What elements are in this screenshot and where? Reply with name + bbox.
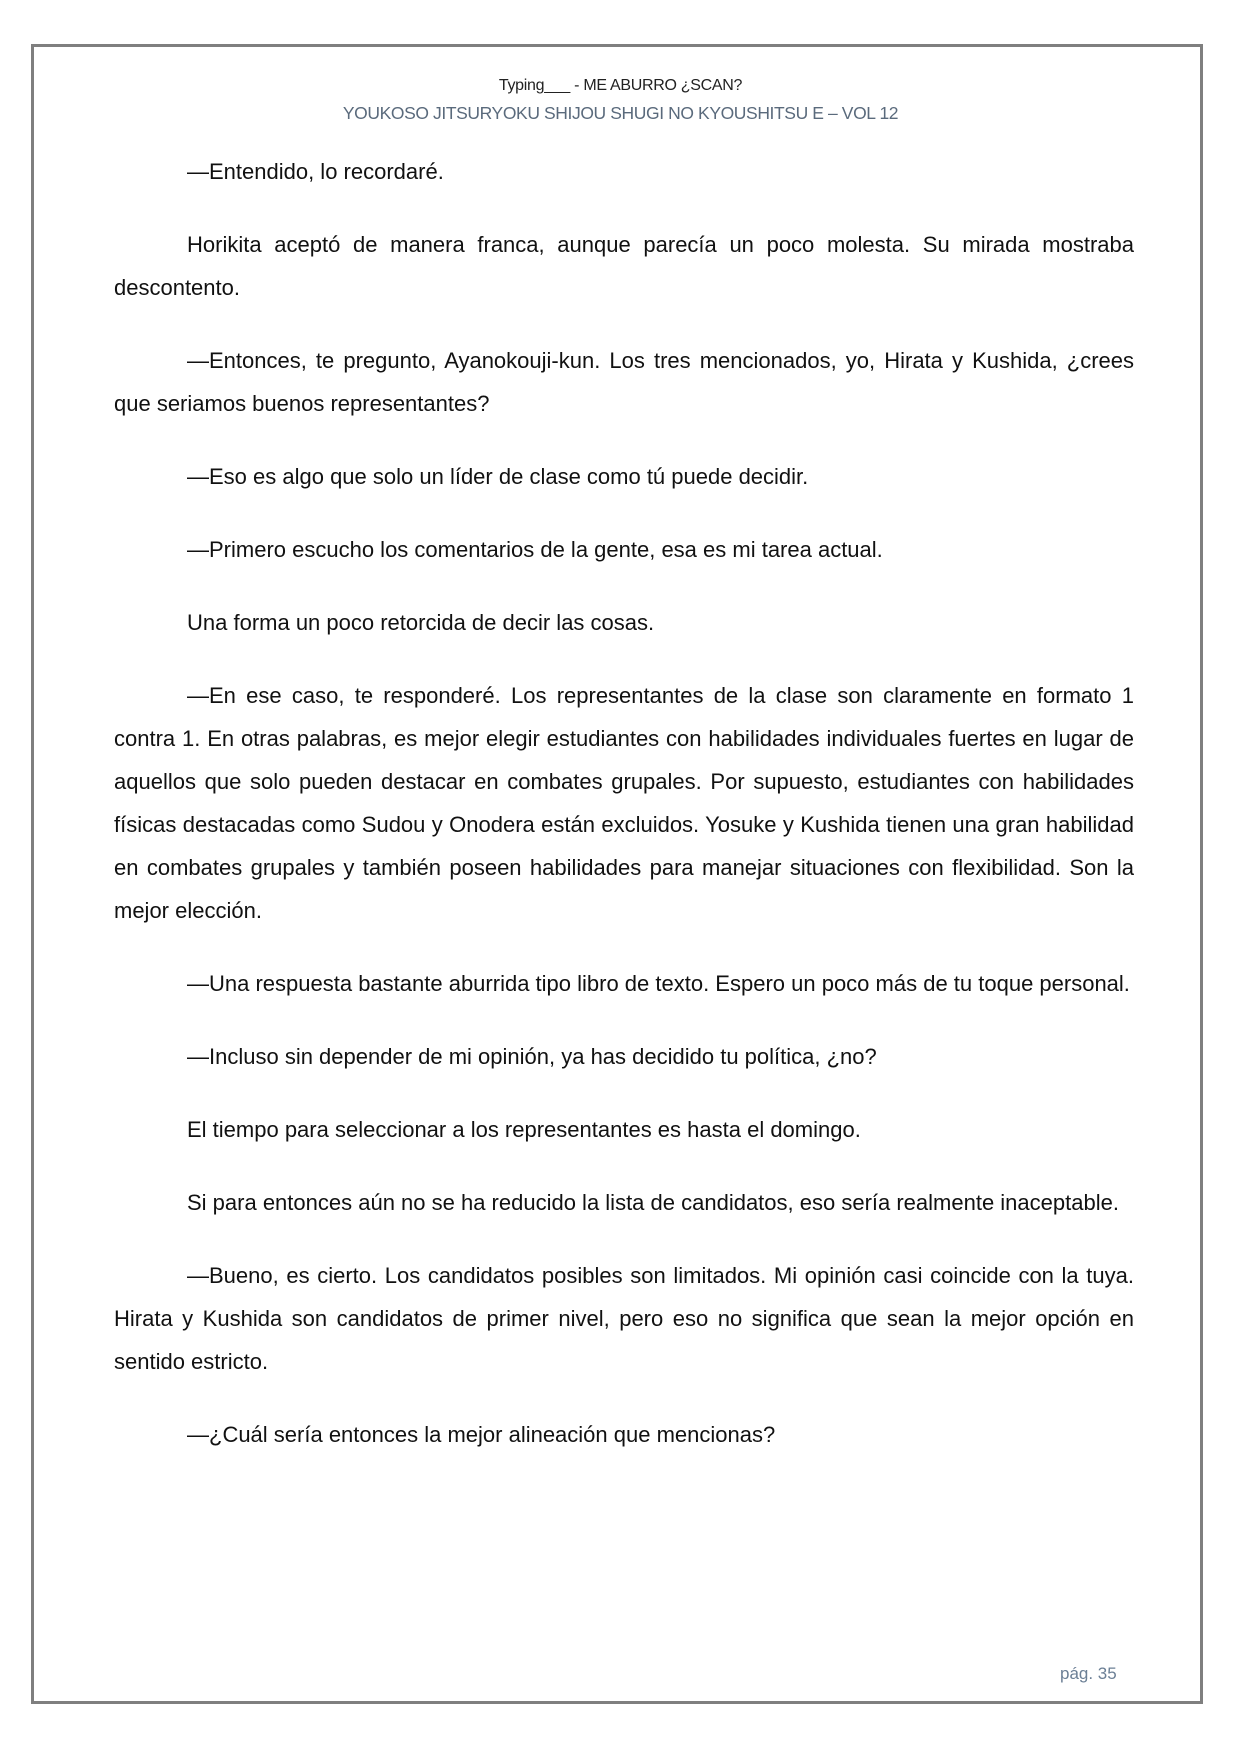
body-text — [114, 150, 1134, 1486]
paragraph: El tiempo para seleccionar a los representantes es hasta el domingo. — [187, 1117, 861, 1142]
page-number: pág. 35 — [1060, 1664, 1117, 1683]
paragraph: —Incluso sin depender de mi opinión, ya has decidido tu política, ¿no? — [187, 1044, 877, 1069]
paragraph: —Eso es algo que solo un líder de clase como tú puede decidir. — [187, 464, 809, 489]
paragraph: Horikita aceptó de manera franca, aunque parecía un poco molesta. Su mirada mostraba descontento. — [114, 232, 1134, 300]
paragraph: —Bueno, es cierto. Los candidatos posibles son limitados. Mi opinión casi coincide con la tuya. Hirata y Kushida son candidatos de primer nivel, pero eso no significa que sean la mejor opción en sentido estricto. — [114, 1263, 1134, 1374]
paragraph: —En ese caso, te responderé. Los representantes de la clase son claramente en formato 1 contra 1. En otras palabras, es mejor elegir estudiantes con habilidades individuales fuertes en lugar de aquellos que solo pueden destacar en combates grupales. Por supuesto, estudiantes con habilidades físicas destacadas como Sudou y Onodera están excluidos. Yosuke y Kushida tienen una gran habilidad en combates grupales y también poseen habilidades para manejar situaciones con flexibilidad. Son la mejor elección. — [114, 683, 1134, 923]
header-title: YOUKOSO JITSURYOKU SHIJOU SHUGI NO KYOUSHITSU E – VOL 12 — [342, 103, 899, 123]
header-credit: Typing___ - ME ABURRO ¿SCAN? — [498, 77, 743, 94]
paragraph: —Entonces, te pregunto, Ayanokouji-kun. Los tres mencionados, yo, Hirata y Kushida, ¿crees que seriamos buenos representantes? — [114, 348, 1134, 416]
paragraph: —Primero escucho los comentarios de la gente, esa es mi tarea actual. — [187, 537, 883, 562]
paragraph: Una forma un poco retorcida de decir las cosas. — [187, 610, 655, 635]
paragraph: —¿Cuál sería entonces la mejor alineación que mencionas? — [187, 1422, 776, 1447]
paragraph: —Una respuesta bastante aburrida tipo libro de texto. Espero un poco más de tu toque personal. — [187, 971, 1130, 996]
paragraph: Si para entonces aún no se ha reducido la lista de candidatos, eso sería realmente inaceptable. — [187, 1190, 1119, 1215]
paragraph: —Entendido, lo recordaré. — [187, 159, 444, 184]
